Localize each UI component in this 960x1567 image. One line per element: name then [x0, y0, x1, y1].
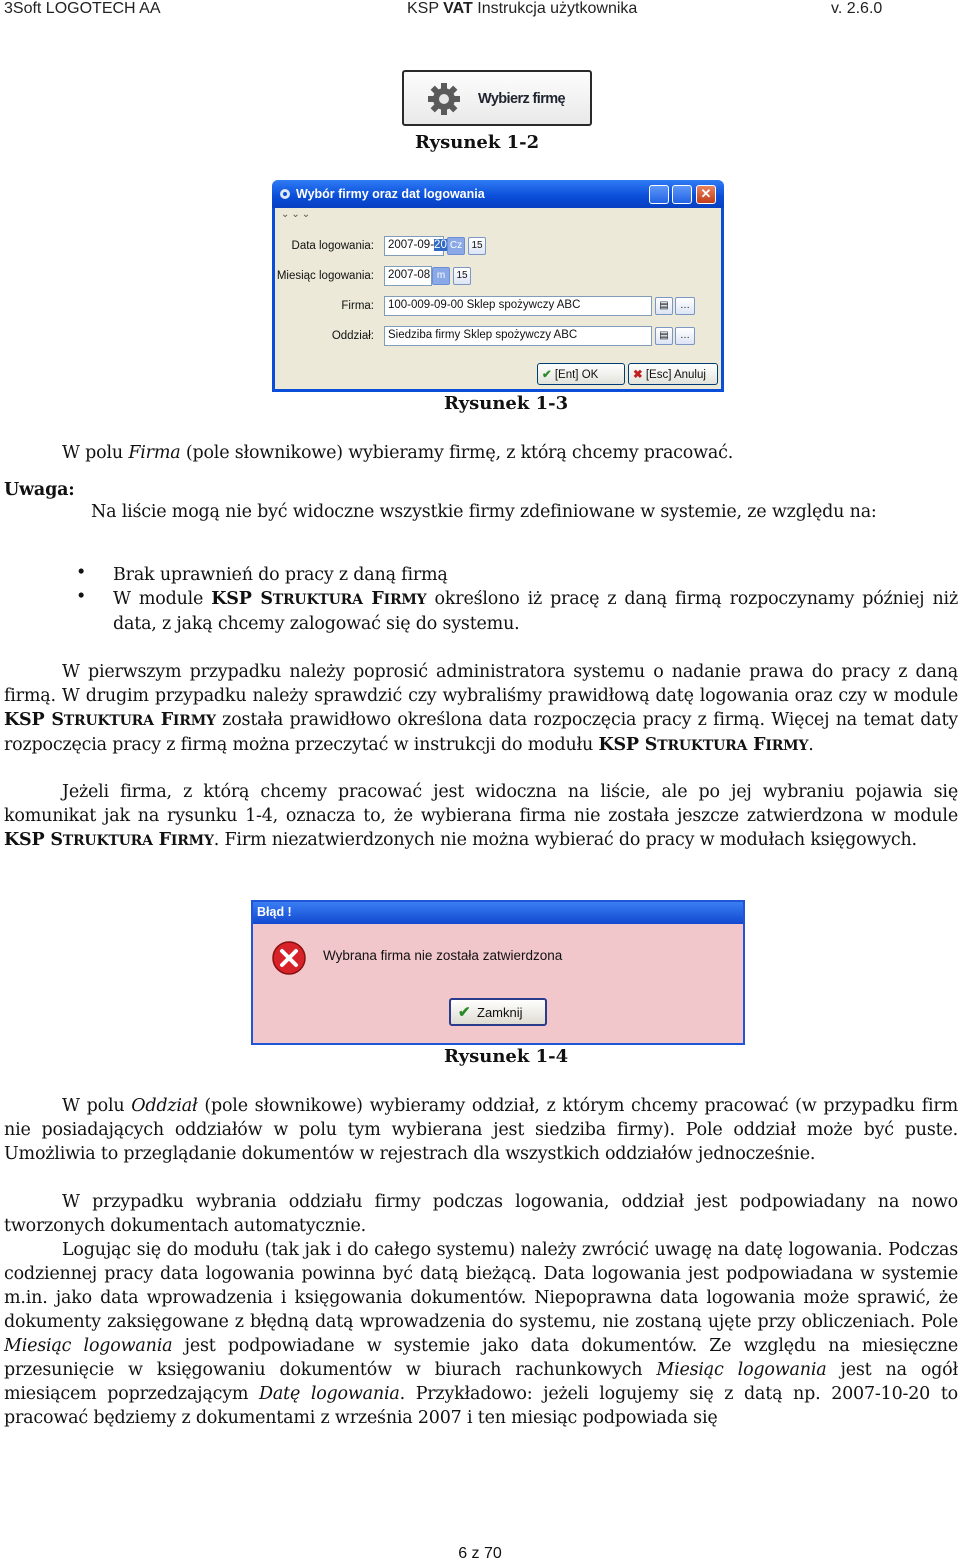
page-number: 6 z 70 [458, 1545, 502, 1562]
header-doc-title: KSP VAT Instrukcja użytkownika [407, 0, 638, 17]
cancel-button[interactable]: ✖ [Esc] Anuluj [628, 363, 718, 385]
page-header [0, 0, 960, 26]
dialog-title: Wybór firmy oraz dat logowania [296, 187, 485, 201]
month-field[interactable]: 2007-08 [384, 266, 432, 286]
date-weekday-button[interactable]: Cz [447, 237, 465, 255]
gear-icon [426, 81, 462, 117]
paragraph-branch-default: W przypadku wybrania oddziału firmy podczas logowania, oddział jest podpowiadany na nowo tworzonych dokumentach automatycznie. [4, 1192, 958, 1236]
ok-button[interactable]: ✔ [Ent] OK [537, 363, 625, 385]
minimize-icon[interactable] [649, 185, 669, 204]
firm-lookup-icon[interactable]: … [675, 297, 695, 315]
error-title: Błąd ! [253, 902, 743, 924]
firm-field[interactable]: 100-009-09-00 Sklep spożywczy ABC [384, 296, 652, 316]
error-icon [271, 940, 307, 976]
figure-caption-1-4: Rysunek 1-4 [444, 1046, 569, 1067]
dialog-body [275, 208, 721, 389]
date-field[interactable]: 2007-09-20 [384, 236, 444, 256]
select-firm-button[interactable] [402, 70, 592, 126]
figure-caption-1-2: Rysunek 1-2 [415, 132, 540, 153]
error-message: Wybrana firma nie została zatwierdzona [323, 948, 563, 963]
bullet-1: Brak uprawnień do pracy z daną firmą [113, 565, 448, 585]
paragraph-branch: W polu Oddział (pole słownikowe) wybieramy oddział, z którym chcemy pracować (w przypadku firm nie posiadających oddziałów w polu tym wybierana jest siedziba firmy). Pole oddział może być puste. Umożliwia to przeglądanie dokumentów w rejestrach dla wszystkich oddziałów jednocześnie. [4, 1096, 958, 1164]
login-dialog [272, 180, 724, 392]
close-button[interactable]: ✔ Zamknij [449, 998, 547, 1026]
close-icon[interactable]: ✕ [696, 185, 716, 204]
note-text: Na liście mogą nie być widoczne wszystkie firmy zdefiniowane w systemie, ze względu na: [91, 502, 877, 522]
bullet-2: W module KSP STRUKTURA FIRMY określono iż pracę z daną firmą rozpoczynamy później niż data, z jaką chcemy zalogować się do systemu. [113, 589, 958, 634]
app-icon [279, 188, 291, 200]
month-label: Miesiąc logowania: [276, 270, 374, 282]
paragraph-unapproved: Jeżeli firma, z którą chcemy pracować jest widoczna na liście, ale po jej wybraniu pojawia się komunikat jak na rysunku 1-4, oznacza to, że wybierana firma nie została jeszcze zatwierdzona w module KSP STRUKTURA FIRMY. Firm niezatwierdzonych nie można wybierać do pracy w modułach księgowych. [4, 782, 958, 850]
branch-lookup-icon[interactable]: … [675, 327, 695, 345]
date-label: Data logowania: [291, 240, 374, 252]
figure-caption-1-3: Rysunek 1-3 [444, 393, 569, 414]
date-calendar-icon[interactable]: 15 [468, 237, 486, 255]
dialog-titlebar [272, 180, 724, 208]
select-firm-label: Wybierz firmę [478, 91, 566, 107]
month-button[interactable]: m [432, 267, 450, 285]
paragraph-cases: W pierwszym przypadku należy poprosić administratora systemu o nadanie prawa do pracy z daną firmą. W drugim przypadku należy sprawdzić czy wybraliśmy prawidłową datę logowania oraz czy w module KSP STRUKTURA FIRMY została prawidłowo określona data rozpoczęcia pracy z firmą. Więcej na temat daty rozpoczęcia pracy z firmą można przeczytać w instrukcji do modułu KSP STRUKTURA FIRMY. [4, 662, 958, 755]
check-icon: ✔ [542, 369, 552, 381]
firm-list-icon[interactable]: ▤ [655, 297, 673, 315]
cross-icon: ✖ [633, 369, 643, 381]
bullet-dot: • [76, 563, 87, 583]
check-icon: ✔ [458, 1004, 471, 1021]
branch-field[interactable]: Siedziba firmy Sklep spożywczy ABC [384, 326, 652, 346]
header-company: 3Soft LOGOTECH AA [4, 0, 161, 17]
collapse-chevron-icon[interactable]: ⌄⌄⌄ [281, 209, 313, 220]
header-version: v. 2.6.0 [831, 0, 883, 17]
paragraph-login-date: Logując się do modułu (tak jak i do całego systemu) należy zwrócić uwagę na datę logowania. Podczas codziennej pracy data logowania powinna być datą bieżącą. Data logowania jest podpowiadana w systemie m.in. jako data wprowadzenia i księgowania dokumentów. Niepoprawna data logowania może sprawić, że dokumenty zaksięgowane z błędną datą wprowadzenia do systemu, nie zostaną ujęte przy obliczeniach. Pole Miesiąc logowania jest podpowiadane w systemie jako data dokumentów. Ze względu na miesięczne przesunięcie w księgowaniu dokumentów w biurach rachunkowych Miesiąc logowania jest na ogół miesiącem poprzedzającym Datę logowania. Przykładowo: jeżeli logujemy się z datą np. 2007-10-20 to pracować będziemy z dokumentami z września 2007 i ten miesiąc podpowiada się [4, 1240, 958, 1428]
branch-label: Oddział: [331, 330, 374, 342]
note-label: Uwaga: [4, 480, 75, 500]
paragraph-firma: W polu Firma (pole słownikowe) wybieramy firmę, z którą chcemy pracować. [62, 443, 734, 463]
month-calendar-icon[interactable]: 15 [453, 267, 471, 285]
bullet-dot: • [76, 587, 87, 607]
firm-label: Firma: [341, 300, 374, 312]
error-dialog [251, 900, 745, 1045]
branch-list-icon[interactable]: ▤ [655, 327, 673, 345]
maximize-icon[interactable] [672, 185, 692, 204]
